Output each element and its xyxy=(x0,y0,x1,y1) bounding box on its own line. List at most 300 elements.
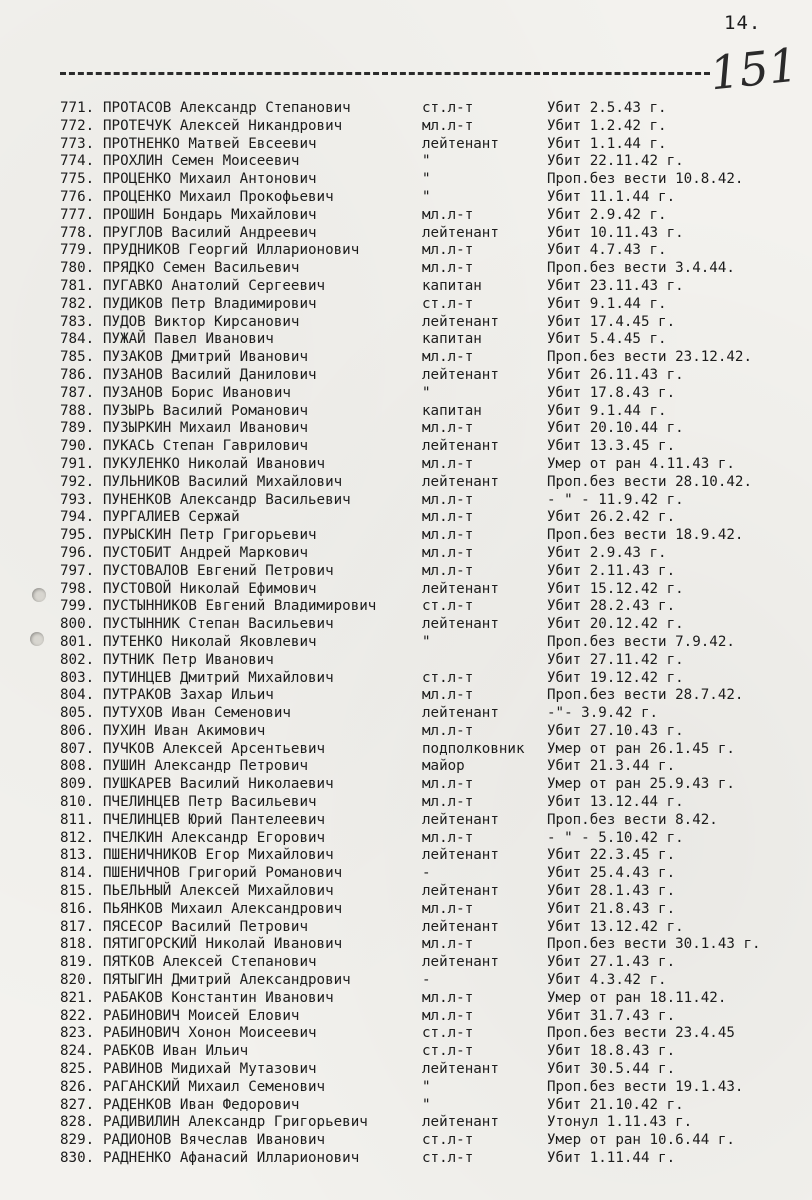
military-rank: лейтенант xyxy=(422,438,499,455)
list-item xyxy=(0,652,812,670)
fate-status: Убит 4.7.43 г. xyxy=(547,242,667,259)
list-item xyxy=(0,670,812,688)
military-rank: - xyxy=(422,972,431,989)
record-number: 798. xyxy=(60,580,95,597)
record-number: 773. xyxy=(60,135,95,152)
fate-status: - " - 11.9.42 г. xyxy=(547,491,684,508)
military-rank: " xyxy=(422,633,431,650)
record-number: 791. xyxy=(60,455,95,472)
list-item xyxy=(0,527,812,545)
record-number: 824. xyxy=(60,1043,95,1060)
fate-status: Убит 2.9.42 г. xyxy=(547,206,667,223)
list-item xyxy=(0,723,812,741)
military-rank: " xyxy=(422,188,431,205)
list-item xyxy=(0,634,812,652)
list-item xyxy=(0,492,812,510)
military-rank: мл.л-т xyxy=(422,544,474,561)
fate-status: Убит 13.3.45 г. xyxy=(547,438,676,455)
military-rank: мл.л-т xyxy=(422,509,474,526)
record-number: 780. xyxy=(60,260,95,277)
military-rank: " xyxy=(422,171,431,188)
person-name: ПЧЕЛКИН Александр Егорович xyxy=(103,829,326,846)
list-item xyxy=(0,794,812,812)
military-rank: ст.л-т xyxy=(422,100,474,116)
page-number: 14. xyxy=(724,12,762,34)
record-number: 795. xyxy=(60,527,95,544)
record-number: 810. xyxy=(60,794,95,811)
record-number: 792. xyxy=(60,473,95,490)
record-number: 790. xyxy=(60,438,95,455)
fate-status: Убит 30.5.44 г. xyxy=(547,1061,676,1078)
person-name: ПУЧКОВ Алексей Арсентьевич xyxy=(103,740,326,757)
record-number: 779. xyxy=(60,242,95,259)
person-name: ПУТНИК Петр Иванович xyxy=(103,651,274,668)
fate-status: Проп.без вести 23.12.42. xyxy=(547,349,752,366)
military-rank: подполковник xyxy=(422,740,525,757)
military-rank: ст.л-т xyxy=(422,598,474,615)
person-name: ПУЛЬНИКОВ Василий Михайлович xyxy=(103,473,343,490)
person-name: ПУШИН Александр Петрович xyxy=(103,758,308,775)
record-number: 821. xyxy=(60,989,95,1006)
military-rank: ст.л-т xyxy=(422,1132,474,1149)
list-item xyxy=(0,741,812,759)
person-name: ПЧЕЛИНЦЕВ Юрий Пантелеевич xyxy=(103,811,326,828)
record-number: 815. xyxy=(60,883,95,900)
military-rank: капитан xyxy=(422,277,482,294)
person-name: ПЬЯНКОВ Михаил Александрович xyxy=(103,900,343,917)
fate-status: Убит 1.1.44 г. xyxy=(547,135,667,152)
record-number: 800. xyxy=(60,616,95,633)
fate-status: Убит 22.3.45 г. xyxy=(547,847,676,864)
military-rank: мл.л-т xyxy=(422,722,474,739)
record-number: 814. xyxy=(60,865,95,882)
record-number: 819. xyxy=(60,954,95,971)
fate-status: Убит 28.2.43 г. xyxy=(547,598,676,615)
person-name: РАБИНОВИЧ Моисей Елович xyxy=(103,1007,300,1024)
person-name: ПУЖАЙ Павел Иванович xyxy=(103,331,274,348)
list-item xyxy=(0,598,812,616)
military-rank: лейтенант xyxy=(422,473,499,490)
person-name: ПУТРАКОВ Захар Ильич xyxy=(103,687,274,704)
record-number: 793. xyxy=(60,491,95,508)
person-name: РАДИВИЛИН Александр Григорьевич xyxy=(103,1114,368,1131)
fate-status: Проп.без вести 8.42. xyxy=(547,811,718,828)
casualty-list xyxy=(0,100,812,1168)
list-item xyxy=(0,563,812,581)
fate-status: Проп.без вести 23.4.45 xyxy=(547,1025,735,1042)
record-number: 778. xyxy=(60,224,95,241)
fate-status: Проп.без вести 30.1.43 г. xyxy=(547,936,761,953)
fate-status: Убит 13.12.42 г. xyxy=(547,918,684,935)
list-item xyxy=(0,758,812,776)
list-item xyxy=(0,118,812,136)
military-rank: капитан xyxy=(422,402,482,419)
fate-status: Убит 1.11.44 г. xyxy=(547,1150,676,1167)
person-name: ПУШКАРЕВ Василий Николаевич xyxy=(103,776,334,793)
list-item xyxy=(0,171,812,189)
military-rank: мл.л-т xyxy=(422,242,474,259)
record-number: 787. xyxy=(60,384,95,401)
fate-status: -"- 3.9.42 г. xyxy=(547,705,659,722)
fate-status: Убит 4.3.42 г. xyxy=(547,972,667,989)
fate-status: Убит 20.12.42 г. xyxy=(547,616,684,633)
person-name: ПРУГЛОВ Василий Андреевич xyxy=(103,224,317,241)
fate-status: Убит 5.4.45 г. xyxy=(547,331,667,348)
person-name: ПРОТАСОВ Александр Степанович xyxy=(103,100,351,116)
record-number: 822. xyxy=(60,1007,95,1024)
fate-status: Убит 9.1.44 г. xyxy=(547,295,667,312)
record-number: 786. xyxy=(60,366,95,383)
person-name: ПЯТКОВ Алексей Степанович xyxy=(103,954,317,971)
fate-status: Убит 9.1.44 г. xyxy=(547,402,667,419)
person-name: ПУДИКОВ Петр Владимирович xyxy=(103,295,317,312)
record-number: 785. xyxy=(60,349,95,366)
list-item xyxy=(0,865,812,883)
person-name: ПРОШИН Бондарь Михайлович xyxy=(103,206,317,223)
military-rank: мл.л-т xyxy=(422,776,474,793)
fate-status: Убит 2.9.43 г. xyxy=(547,544,667,561)
list-item xyxy=(0,153,812,171)
fate-status: Убит 26.2.42 г. xyxy=(547,509,676,526)
list-item xyxy=(0,687,812,705)
military-rank: мл.л-т xyxy=(422,562,474,579)
list-item xyxy=(0,403,812,421)
military-rank: мл.л-т xyxy=(422,989,474,1006)
list-item xyxy=(0,225,812,243)
record-number: 811. xyxy=(60,811,95,828)
fate-status: - " - 5.10.42 г. xyxy=(547,829,684,846)
record-number: 771. xyxy=(60,100,95,116)
military-rank: лейтенант xyxy=(422,313,499,330)
military-rank: мл.л-т xyxy=(422,491,474,508)
list-item xyxy=(0,830,812,848)
list-item xyxy=(0,331,812,349)
list-item xyxy=(0,954,812,972)
military-rank: ст.л-т xyxy=(422,295,474,312)
person-name: ПУРЫСКИН Петр Григорьевич xyxy=(103,527,317,544)
person-name: ПРОХЛИН Семен Моисеевич xyxy=(103,153,300,170)
military-rank: " xyxy=(422,1078,431,1095)
military-rank: лейтенант xyxy=(422,580,499,597)
fate-status: Проп.без вести 3.4.44. xyxy=(547,260,735,277)
record-number: 804. xyxy=(60,687,95,704)
record-number: 775. xyxy=(60,171,95,188)
record-number: 774. xyxy=(60,153,95,170)
person-name: ПУДОВ Виктор Кирсанович xyxy=(103,313,300,330)
fate-status: Проп.без вести 10.8.42. xyxy=(547,171,744,188)
military-rank: мл.л-т xyxy=(422,936,474,953)
list-item xyxy=(0,705,812,723)
person-name: ПРЯДКО Семен Васильевич xyxy=(103,260,300,277)
list-item xyxy=(0,1079,812,1097)
military-rank: капитан xyxy=(422,331,482,348)
military-rank: лейтенант xyxy=(422,954,499,971)
record-number: 807. xyxy=(60,740,95,757)
record-number: 803. xyxy=(60,669,95,686)
list-item xyxy=(0,776,812,794)
military-rank: майор xyxy=(422,758,465,775)
military-rank: - xyxy=(422,865,431,882)
list-item xyxy=(0,1061,812,1079)
person-name: РАБАКОВ Константин Иванович xyxy=(103,989,334,1006)
record-number: 829. xyxy=(60,1132,95,1149)
record-number: 794. xyxy=(60,509,95,526)
military-rank: мл.л-т xyxy=(422,687,474,704)
list-item xyxy=(0,1097,812,1115)
record-number: 828. xyxy=(60,1114,95,1131)
person-name: ПЯСЕСОР Василий Петрович xyxy=(103,918,308,935)
person-name: ПУГАВКО Анатолий Сергеевич xyxy=(103,277,326,294)
military-rank: мл.л-т xyxy=(422,117,474,134)
person-name: ПРОЦЕНКО Михаил Прокофьевич xyxy=(103,188,334,205)
military-rank: " xyxy=(422,153,431,170)
fate-status: Убит 21.8.43 г. xyxy=(547,900,676,917)
record-number: 825. xyxy=(60,1061,95,1078)
person-name: РАДЕНКОВ Иван Федорович xyxy=(103,1096,300,1113)
list-item xyxy=(0,847,812,865)
record-number: 783. xyxy=(60,313,95,330)
list-item xyxy=(0,1025,812,1043)
military-rank: мл.л-т xyxy=(422,206,474,223)
military-rank: лейтенант xyxy=(422,918,499,935)
person-name: ПРУДНИКОВ Георгий Илларионович xyxy=(103,242,360,259)
military-rank: лейтенант xyxy=(422,705,499,722)
list-item xyxy=(0,1150,812,1168)
military-rank: лейтенант xyxy=(422,1061,499,1078)
record-number: 809. xyxy=(60,776,95,793)
fate-status: Убит 20.10.44 г. xyxy=(547,420,684,437)
list-item xyxy=(0,314,812,332)
record-number: 830. xyxy=(60,1150,95,1167)
list-item xyxy=(0,901,812,919)
record-number: 796. xyxy=(60,544,95,561)
record-number: 812. xyxy=(60,829,95,846)
person-name: РАГАНСКИЙ Михаил Семенович xyxy=(103,1078,326,1095)
military-rank: ст.л-т xyxy=(422,1043,474,1060)
list-item xyxy=(0,812,812,830)
list-item xyxy=(0,385,812,403)
record-number: 818. xyxy=(60,936,95,953)
military-rank: мл.л-т xyxy=(422,829,474,846)
person-name: ПУЗАНОВ Борис Иванович xyxy=(103,384,291,401)
military-rank: мл.л-т xyxy=(422,900,474,917)
fate-status: Убит 1.2.42 г. xyxy=(547,117,667,134)
person-name: РАДНЕНКО Афанасий Илларионович xyxy=(103,1150,360,1167)
person-name: РАДИОНОВ Вячеслав Иванович xyxy=(103,1132,326,1149)
person-name: ПУКУЛЕНКО Николай Иванович xyxy=(103,455,326,472)
list-item xyxy=(0,242,812,260)
record-number: 802. xyxy=(60,651,95,668)
list-item xyxy=(0,438,812,456)
person-name: ПУСТОВАЛОВ Евгений Петрович xyxy=(103,562,334,579)
record-number: 799. xyxy=(60,598,95,615)
person-name: ПРОЦЕНКО Михаил Антонович xyxy=(103,171,317,188)
person-name: ПУТЕНКО Николай Яковлевич xyxy=(103,633,317,650)
fate-status: Убит 17.8.43 г. xyxy=(547,384,676,401)
military-rank: лейтенант xyxy=(422,224,499,241)
person-name: ПУСТЫННИК Степан Васильевич xyxy=(103,616,334,633)
list-item xyxy=(0,456,812,474)
fate-status: Убит 10.11.43 г. xyxy=(547,224,684,241)
person-name: ПУЗЫРЬ Василий Романович xyxy=(103,402,308,419)
person-name: ПУТУХОВ Иван Семенович xyxy=(103,705,291,722)
list-item xyxy=(0,919,812,937)
fate-status: Убит 21.3.44 г. xyxy=(547,758,676,775)
military-rank: лейтенант xyxy=(422,1114,499,1131)
person-name: ПУЗАКОВ Дмитрий Иванович xyxy=(103,349,308,366)
list-item xyxy=(0,1043,812,1061)
person-name: ПЧЕЛИНЦЕВ Петр Васильевич xyxy=(103,794,317,811)
military-rank: мл.л-т xyxy=(422,349,474,366)
military-rank: мл.л-т xyxy=(422,527,474,544)
fate-status: Убит 17.4.45 г. xyxy=(547,313,676,330)
person-name: ПШЕНИЧНИКОВ Егор Михайлович xyxy=(103,847,334,864)
list-item xyxy=(0,367,812,385)
list-item xyxy=(0,509,812,527)
military-rank: лейтенант xyxy=(422,366,499,383)
military-rank: мл.л-т xyxy=(422,455,474,472)
fate-status: Убит 13.12.44 г. xyxy=(547,794,684,811)
person-name: РАВИНОВ Мидихай Мутазович xyxy=(103,1061,317,1078)
person-name: ПЬЕЛЬНЫЙ Алексей Михайлович xyxy=(103,883,334,900)
person-name: ПУСТОБИТ Андрей Маркович xyxy=(103,544,308,561)
record-number: 782. xyxy=(60,295,95,312)
list-item xyxy=(0,990,812,1008)
person-name: РАБКОВ Иван Ильич xyxy=(103,1043,249,1060)
record-number: 827. xyxy=(60,1096,95,1113)
list-item xyxy=(0,420,812,438)
record-number: 788. xyxy=(60,402,95,419)
dashed-separator xyxy=(60,72,710,75)
military-rank: лейтенант xyxy=(422,616,499,633)
record-number: 813. xyxy=(60,847,95,864)
fate-status: Умер от ран 4.11.43 г. xyxy=(547,455,735,472)
record-number: 801. xyxy=(60,633,95,650)
record-number: 820. xyxy=(60,972,95,989)
fate-status: Убит 2.5.43 г. xyxy=(547,100,667,116)
person-name: РАБИНОВИЧ Хонон Моисеевич xyxy=(103,1025,317,1042)
military-rank: мл.л-т xyxy=(422,794,474,811)
fate-status: Убит 28.1.43 г. xyxy=(547,883,676,900)
record-number: 805. xyxy=(60,705,95,722)
list-item xyxy=(0,296,812,314)
fate-status: Умер от ран 26.1.45 г. xyxy=(547,740,735,757)
record-number: 826. xyxy=(60,1078,95,1095)
record-number: 776. xyxy=(60,188,95,205)
fate-status: Проп.без вести 19.1.43. xyxy=(547,1078,744,1095)
military-rank: ст.л-т xyxy=(422,1150,474,1167)
fate-status: Проп.без вести 28.10.42. xyxy=(547,473,752,490)
record-number: 784. xyxy=(60,331,95,348)
list-item xyxy=(0,1008,812,1026)
record-number: 789. xyxy=(60,420,95,437)
record-number: 777. xyxy=(60,206,95,223)
list-item xyxy=(0,260,812,278)
record-number: 772. xyxy=(60,117,95,134)
list-item xyxy=(0,278,812,296)
fate-status: Убит 27.10.43 г. xyxy=(547,722,684,739)
list-item xyxy=(0,581,812,599)
list-item xyxy=(0,349,812,367)
person-name: ПУСТЫННИКОВ Евгений Владимирович xyxy=(103,598,377,615)
military-rank: ст.л-т xyxy=(422,669,474,686)
fate-status: Умер от ран 25.9.43 г. xyxy=(547,776,735,793)
fate-status: Убит 27.11.42 г. xyxy=(547,651,684,668)
fate-status: Убит 21.10.42 г. xyxy=(547,1096,684,1113)
fate-status: Умер от ран 10.6.44 г. xyxy=(547,1132,735,1149)
person-name: ПУЗЫРКИН Михаил Иванович xyxy=(103,420,308,437)
person-name: ПРОТНЕНКО Матвей Евсеевич xyxy=(103,135,317,152)
military-rank: лейтенант xyxy=(422,811,499,828)
military-rank: " xyxy=(422,384,431,401)
list-item xyxy=(0,189,812,207)
list-item xyxy=(0,545,812,563)
fate-status: Убит 19.12.42 г. xyxy=(547,669,684,686)
fate-status: Убит 18.8.43 г. xyxy=(547,1043,676,1060)
military-rank: мл.л-т xyxy=(422,420,474,437)
military-rank: ст.л-т xyxy=(422,1025,474,1042)
person-name: ПУЗАНОВ Василий Данилович xyxy=(103,366,317,383)
fate-status: Убит 25.4.43 г. xyxy=(547,865,676,882)
fate-status: Умер от ран 18.11.42. xyxy=(547,989,727,1006)
person-name: ПУХИН Иван Акимович xyxy=(103,722,266,739)
person-name: ПШЕНИЧНОВ Григорий Романович xyxy=(103,865,343,882)
person-name: ПЯТЫГИН Дмитрий Александрович xyxy=(103,972,351,989)
list-item xyxy=(0,207,812,225)
person-name: ПУНЕНКОВ Александр Васильевич xyxy=(103,491,351,508)
handwritten-sheet-number: 151 xyxy=(707,37,801,101)
person-name: ПУРГАЛИЕВ Сержай xyxy=(103,509,240,526)
fate-status: Убит 15.12.42 г. xyxy=(547,580,684,597)
fate-status: Убит 26.11.43 г. xyxy=(547,366,684,383)
fate-status: Убит 11.1.44 г. xyxy=(547,188,676,205)
military-rank: лейтенант xyxy=(422,847,499,864)
military-rank: мл.л-т xyxy=(422,260,474,277)
list-item xyxy=(0,1114,812,1132)
fate-status: Убит 23.11.43 г. xyxy=(547,277,684,294)
list-item xyxy=(0,1132,812,1150)
list-item xyxy=(0,100,812,118)
person-name: ПЯТИГОРСКИЙ Николай Иванович xyxy=(103,936,343,953)
fate-status: Проп.без вести 28.7.42. xyxy=(547,687,744,704)
record-number: 781. xyxy=(60,277,95,294)
military-rank: " xyxy=(422,1096,431,1113)
person-name: ПРОТЕЧУК Алексей Никандрович xyxy=(103,117,343,134)
record-number: 797. xyxy=(60,562,95,579)
military-rank: мл.л-т xyxy=(422,1007,474,1024)
record-number: 808. xyxy=(60,758,95,775)
list-item xyxy=(0,883,812,901)
list-item xyxy=(0,616,812,634)
fate-status: Убит 22.11.42 г. xyxy=(547,153,684,170)
fate-status: Убит 31.7.43 г. xyxy=(547,1007,676,1024)
record-number: 806. xyxy=(60,722,95,739)
list-item xyxy=(0,936,812,954)
person-name: ПУСТОВОЙ Николай Ефимович xyxy=(103,580,317,597)
fate-status: Проп.без вести 18.9.42. xyxy=(547,527,744,544)
fate-status: Убит 2.11.43 г. xyxy=(547,562,676,579)
fate-status: Проп.без вести 7.9.42. xyxy=(547,633,735,650)
list-item xyxy=(0,136,812,154)
list-item xyxy=(0,972,812,990)
person-name: ПУТИНЦЕВ Дмитрий Михайлович xyxy=(103,669,334,686)
fate-status: Утонул 1.11.43 г. xyxy=(547,1114,693,1131)
military-rank: лейтенант xyxy=(422,883,499,900)
military-rank: лейтенант xyxy=(422,135,499,152)
list-item xyxy=(0,474,812,492)
record-number: 816. xyxy=(60,900,95,917)
record-number: 817. xyxy=(60,918,95,935)
